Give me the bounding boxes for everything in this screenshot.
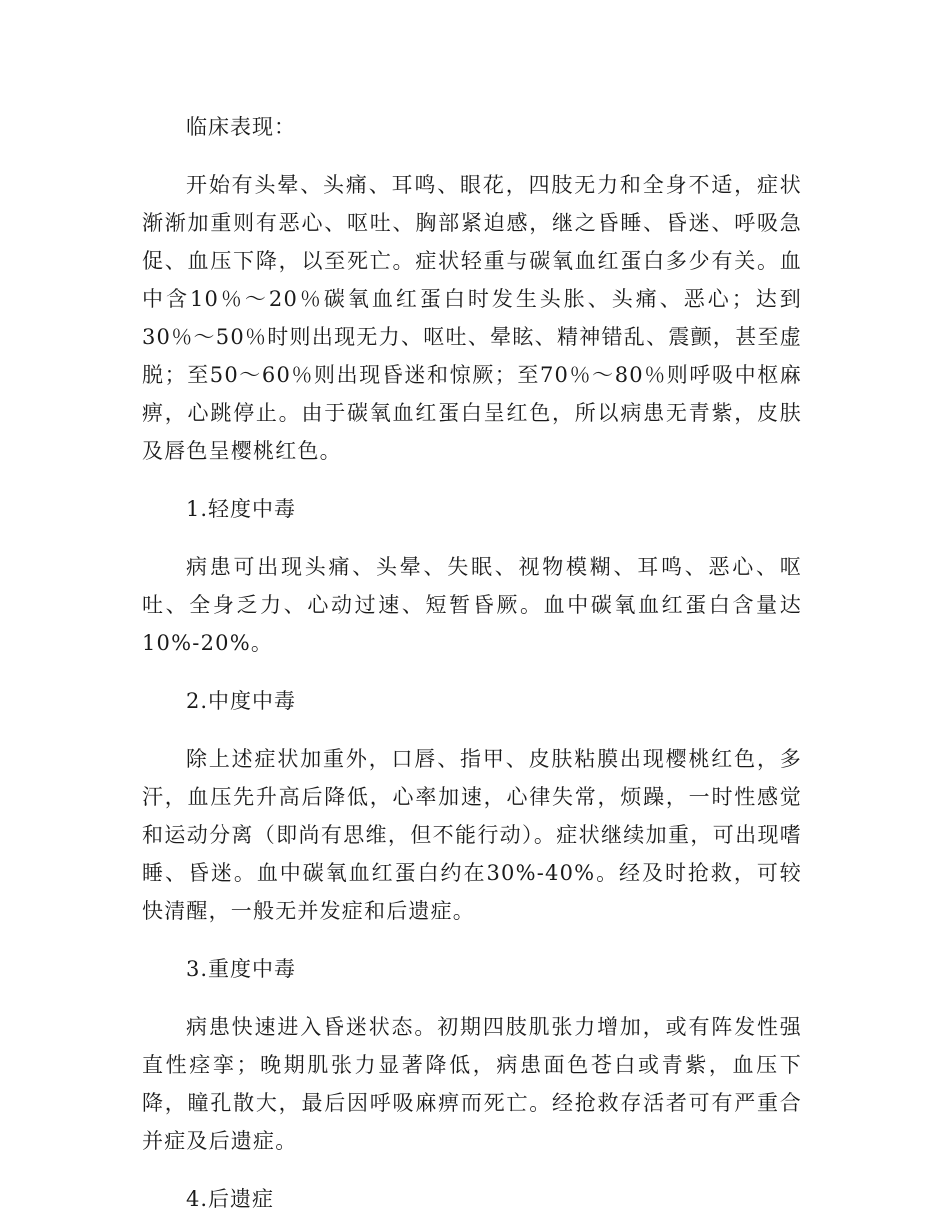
paragraph-mild-poisoning: 病患可出现头痛、头晕、失眠、视物模糊、耳鸣、恶心、呕吐、全身乏力、心动过速、短暂昏厥。血中碳氧血红蛋白含量达10%-20%。	[142, 555, 802, 655]
heading-mild-poisoning: 1.轻度中毒	[186, 497, 297, 521]
intro-paragraph: 开始有头晕、头痛、耳鸣、眼花，四肢无力和全身不适，症状渐渐加重则有恶心、呕吐、胸部紧迫感，继之昏睡、昏迷、呼吸急促、血压下降，以至死亡。症状轻重与碳氧血红蛋白多少有关。血中含10％～20％碳氧血红蛋白时发生头胀、头痛、恶心；达到30％～50％时则出现无力、呕吐、晕眩、精神错乱、震颤，甚至虚脱；至50～60％则出现昏迷和惊厥；至70％～80％则呼吸中枢麻痹，心跳停止。由于碳氧血红蛋白呈红色，所以病患无青紫，皮肤及唇色呈樱桃红色。	[142, 173, 802, 463]
heading-moderate-poisoning: 2.中度中毒	[186, 689, 297, 713]
heading-sequelae: 4.后遗症	[186, 1187, 275, 1211]
paragraph-moderate-poisoning: 除上述症状加重外，口唇、指甲、皮肤粘膜出现樱桃红色，多汗，血压先升高后降低，心率加速，心律失常，烦躁，一时性感觉和运动分离（即尚有思维，但不能行动）。症状继续加重，可出现嗜睡、昏迷。血中碳氧血红蛋白约在30%-40%。经及时抢救，可较快清醒，一般无并发症和后遗症。	[142, 747, 802, 923]
heading-severe-poisoning: 3.重度中毒	[186, 957, 297, 981]
section-title: 临床表现：	[186, 115, 296, 139]
paragraph-severe-poisoning: 病患快速进入昏迷状态。初期四肢肌张力增加，或有阵发性强直性痉挛；晚期肌张力显著降低，病患面色苍白或青紫，血压下降，瞳孔散大，最后因呼吸麻痹而死亡。经抢救存活者可有严重合并症及后遗症。	[142, 1015, 802, 1153]
document-page	[142, 108, 802, 1218]
